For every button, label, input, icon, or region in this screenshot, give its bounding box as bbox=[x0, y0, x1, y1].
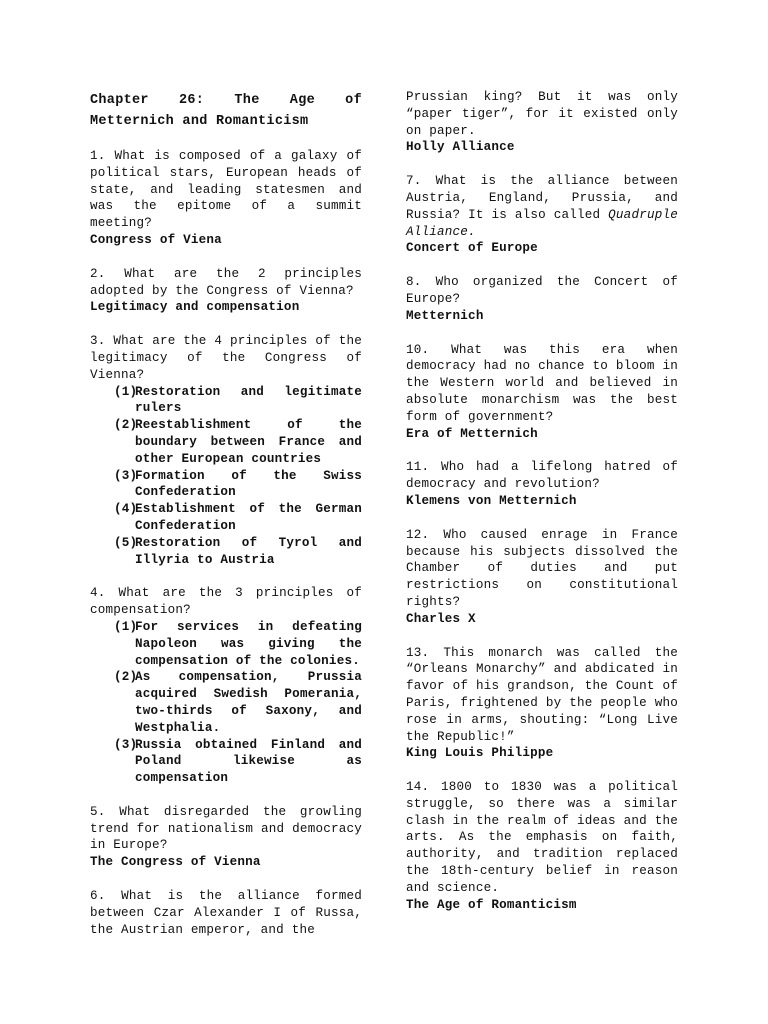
answer-5: The Congress of Vienna bbox=[90, 855, 261, 870]
answer-14: The Age of Romanticism bbox=[406, 897, 577, 912]
list-item: (5) Restoration of Tyrol and Illyria to Austria bbox=[114, 535, 362, 567]
answer-13: King Louis Philippe bbox=[406, 746, 554, 761]
list-item: (4) Establishment of the German Confederation bbox=[114, 502, 362, 533]
list-item: (3) Formation of the Swiss Confederation bbox=[114, 468, 362, 500]
question-2: 2. What are the 2 principles adopted by the Congress of Vienna? bbox=[90, 266, 362, 298]
question-8: 8. Who organized the Concert of Europe? bbox=[406, 275, 678, 306]
list-item: (3) Russia obtained Finland and Poland likewise as compensation bbox=[114, 737, 362, 786]
answer-7: Concert of Europe bbox=[406, 241, 538, 256]
question-7: 7. What is the alliance between Austria, England, Prussia, and Russia? It is also called Quadruple Alliance. bbox=[406, 174, 678, 239]
answer-1: Congress of Viena bbox=[90, 232, 222, 247]
answer-12: Charles X bbox=[406, 611, 476, 626]
answer-6: Holly Alliance bbox=[406, 140, 515, 155]
question-14: 14. 1800 to 1830 was a political struggle, so there was a similar clash in the realm of ideas and the arts. As the emphasis on faith, authority, and tradition replaced the 18th-century belief in reason and science. bbox=[406, 780, 678, 895]
answer-2: Legitimacy and compensation bbox=[90, 300, 300, 315]
question-11: 11. Who had a lifelong hatred of democracy and revolution? bbox=[406, 460, 678, 492]
list-item: (2) Reestablishment of the boundary between France and other European countries bbox=[114, 418, 362, 466]
question-12: 12. Who caused enrage in France because his subjects dissolved the Chamber of duties and put restrictions on constitutional rights? bbox=[406, 527, 678, 609]
question-10: 10. What was this era when democracy had no chance to bloom in the Western world and believed in absolute monarchism was the best form of government? bbox=[406, 342, 678, 424]
question-3: 3. What are the 4 principles of the legitimacy of the Congress of Vienna? bbox=[90, 334, 362, 382]
answer-4-list bbox=[90, 619, 362, 787]
question-6-part2: Prussian king? But it was only “paper tiger”, for it existed only on paper. bbox=[406, 90, 678, 138]
list-item: (2) As compensation, Prussia acquired Swedish Pomerania, two-thirds of Saxony, and Westphalia. bbox=[114, 670, 362, 735]
italic-text: Quadruple Alliance. bbox=[406, 207, 678, 239]
answer-11: Klemens von Metternich bbox=[406, 493, 577, 508]
chapter-title: Chapter 26: The Age of Metternich and Romanticism bbox=[90, 93, 362, 129]
answer-10: Era of Metternich bbox=[406, 426, 538, 441]
right-column bbox=[406, 90, 678, 930]
list-item: (1) For services in defeating Napoleon was giving the compensation of the colonies. bbox=[114, 619, 362, 668]
question-13: 13. This monarch was called the “Orleans Monarchy” and abdicated in favor of his grandson, the Count of Paris, frightened by the people who rose in arms, shouting: “Long Live the Republic!” bbox=[406, 645, 678, 744]
question-1: 1. What is composed of a galaxy of political stars, European heads of state, and leading statesmen and was the epitome of a summit meeting? bbox=[90, 149, 362, 231]
question-5: 5. What disregarded the growling trend for nationalism and democracy in Europe? bbox=[90, 804, 362, 853]
question-6-part1: 6. What is the alliance formed between Czar Alexander I of Russa, the Austrian emperor, and the bbox=[90, 889, 362, 937]
question-4: 4. What are the 3 principles of compensation? bbox=[90, 586, 362, 618]
left-column bbox=[90, 90, 362, 938]
answer-3-list bbox=[90, 384, 362, 569]
list-item: (1) Restoration and legitimate rulers bbox=[114, 384, 362, 416]
answer-8: Metternich bbox=[406, 308, 484, 323]
